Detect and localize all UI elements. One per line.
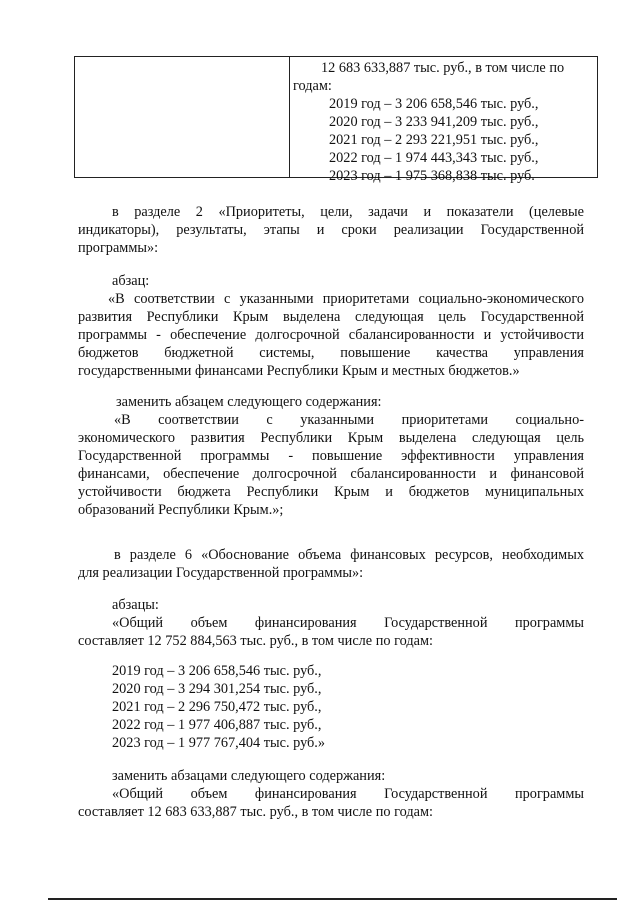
table-line: годам: [293,78,332,94]
section6-intro [78,546,584,582]
page-bottom-rule [48,898,617,900]
section6-old-years [78,662,584,752]
text-line: развития Республики Крым выделена следующая цель Государственной [78,309,584,325]
text-line: заменить абзацем следующего содержания: [116,394,382,410]
table-line: 12 683 633,887 тыс. руб., в том числе по [321,60,565,76]
text-line: программы - обеспечение долгосрочной сбалансированности и устойчивости [78,327,584,343]
abzac-label [78,272,584,290]
text-line: абзац: [112,273,150,289]
text-line: «В соответствии с указанными приоритетами социально- [114,412,584,428]
abzacy-label [78,596,584,614]
text-line: «Общий объем финансирования Государственной программы [112,615,584,631]
table-line: 2020 год – 3 233 941,209 тыс. руб., [329,114,539,130]
text-line: абзацы: [112,597,159,613]
year-line: 2019 год – 3 206 658,546 тыс. руб., [112,663,322,679]
text-line: «В соответствии с указанными приоритетами социально-экономического [108,291,584,307]
table-column-divider [289,57,290,177]
text-line: заменить абзацами следующего содержания: [112,768,386,784]
table-line: 2022 год – 1 974 443,343 тыс. руб., [329,150,539,166]
text-line: финансами, обеспечение долгосрочной сбалансированности и финансовой [78,466,584,482]
text-line: Государственной программы - повышение эффективности управления [78,448,584,464]
financing-table [74,56,598,184]
text-line: программы»: [78,240,159,256]
section2-new-text [78,411,584,519]
text-line: составляет 12 752 884,563 тыс. руб., в том числе по годам: [78,633,433,649]
table-cell-financing [293,59,593,185]
text-line: устойчивости бюджета Республики Крым и бюджетов муниципальных [78,484,584,500]
text-line: для реализации Государственной программы»: [78,565,364,581]
year-line: 2023 год – 1 977 767,404 тыс. руб.» [112,735,326,751]
text-line: «Общий объем финансирования Государственной программы [112,786,584,802]
year-line: 2021 год – 2 296 750,472 тыс. руб., [112,699,322,715]
year-line: 2020 год – 3 294 301,254 тыс. руб., [112,681,322,697]
table-line: 2023 год – 1 975 368,838 тыс. руб. [329,168,535,184]
text-line: образований Республики Крым.»; [78,502,284,518]
section2-replace-label [78,393,584,411]
text-line: государственными финансами Республики Крым и местных бюджетов.» [78,363,520,379]
text-line: в разделе 2 «Приоритеты, цели, задачи и показатели (целевые [112,204,584,220]
text-line: в разделе 6 «Обоснование объема финансовых ресурсов, необходимых [114,547,584,563]
year-line: 2022 год – 1 977 406,887 тыс. руб., [112,717,322,733]
section6-new-total [78,785,584,821]
text-line: индикаторы), результаты, этапы и сроки реализации Государственной [78,222,584,238]
table-line: 2021 год – 2 293 221,951 тыс. руб., [329,132,539,148]
section2-intro [78,203,584,257]
text-line: экономического развития Республики Крым выделена следующая цель [78,430,584,446]
table-line: 2019 год – 3 206 658,546 тыс. руб., [329,96,539,112]
section2-old-text [78,290,584,380]
section6-replace-label [78,767,584,785]
text-line: бюджетов бюджетной системы, повышение качества управления [78,345,584,361]
section6-old-total [78,614,584,650]
text-line: составляет 12 683 633,887 тыс. руб., в том числе по годам: [78,804,433,820]
